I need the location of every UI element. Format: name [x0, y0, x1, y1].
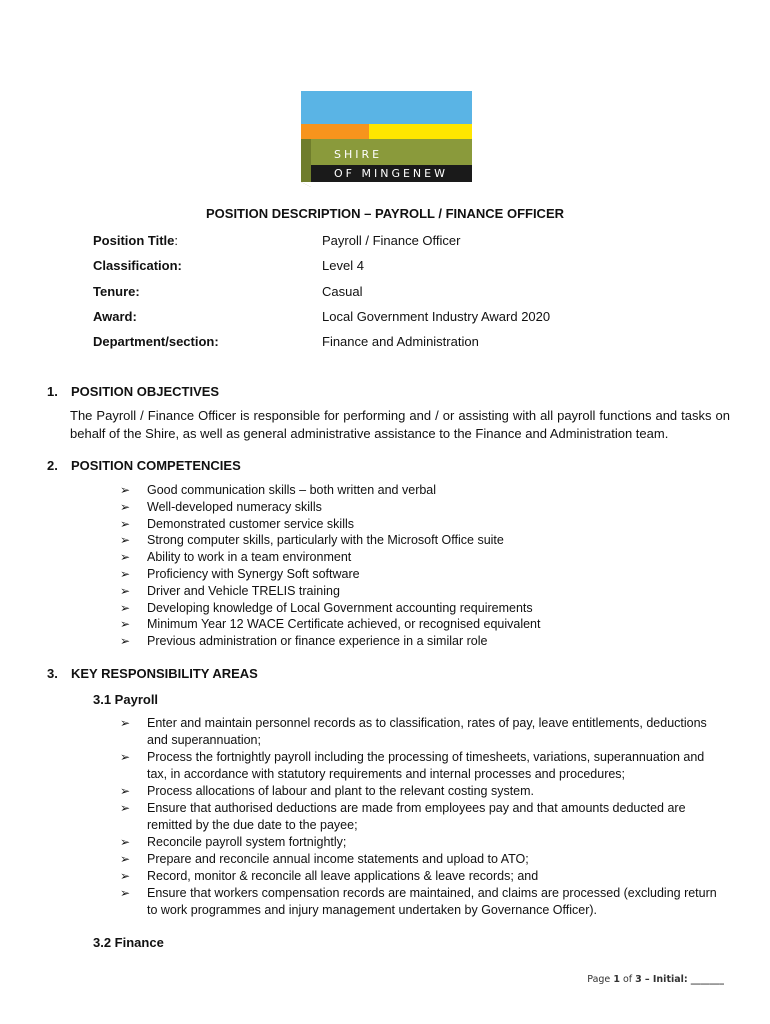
arrow-bullet-icon: ➢	[120, 499, 131, 514]
arrow-bullet-icon: ➢	[120, 516, 131, 531]
page-total: 3	[635, 974, 642, 985]
arrow-bullet-icon: ➢	[120, 566, 131, 581]
arrow-bullet-icon: ➢	[120, 886, 131, 900]
list-item: ➢ Well-developed numeracy skills	[120, 499, 322, 514]
arrow-bullet-icon: ➢	[120, 600, 131, 615]
info-label-position-title: Position Title:	[93, 233, 179, 248]
arrow-bullet-icon: ➢	[120, 550, 131, 565]
list-item: ➢ Strong computer skills, particularly with the Microsoft Office suite	[120, 533, 504, 548]
competencies-list	[120, 482, 540, 650]
section-3-number: 3.	[47, 666, 58, 681]
info-value-department: Finance and Administration	[322, 334, 479, 349]
info-label-department: Department/section:	[93, 334, 219, 349]
shire-logo	[301, 91, 472, 187]
info-value-classification: Level 4	[322, 258, 364, 273]
list-item: ➢ Enter and maintain personnel records as to classification, rates of pay, leave entitlements, deductions and superannuation;	[120, 716, 707, 747]
initial-label: – Initial:	[644, 974, 688, 985]
list-item: ➢ Ensure that authorised deductions are made from employees pay and that amounts deducted are remitted by the due date to the payee;	[120, 801, 686, 832]
list-item: ➢ Process allocations of labour and plant to the relevant costing system.	[120, 784, 535, 798]
page-footer: Page 1 of 3 – Initial: _______	[587, 974, 724, 985]
list-item: ➢ Reconcile payroll system fortnightly;	[120, 835, 347, 849]
info-value-award: Local Government Industry Award 2020	[322, 309, 551, 324]
info-label-tenure: Tenure:	[93, 284, 140, 299]
arrow-bullet-icon: ➢	[120, 533, 131, 548]
info-label-award: Award:	[93, 309, 137, 324]
document-title: POSITION DESCRIPTION – PAYROLL / FINANCE OFFICER	[205, 206, 565, 221]
section-2-heading: POSITION COMPETENCIES	[71, 458, 241, 473]
list-item: ➢ Record, monitor & reconcile all leave applications & leave records; and	[120, 869, 539, 883]
arrow-bullet-icon: ➢	[120, 784, 131, 798]
shire-of-mingenew-logo-graphic	[301, 91, 472, 187]
list-item: ➢ Developing knowledge of Local Government accounting requirements	[120, 600, 533, 615]
section-2-number: 2.	[47, 458, 58, 473]
arrow-bullet-icon: ➢	[120, 634, 131, 649]
list-item: ➢ Good communication skills – both written and verbal	[120, 483, 437, 497]
info-label-classification: Classification:	[93, 258, 182, 273]
list-item: ➢ Proficiency with Synergy Soft software	[120, 566, 360, 581]
arrow-bullet-icon: ➢	[120, 750, 131, 764]
subsection-finance-heading: 3.2 Finance	[93, 935, 164, 950]
list-item: ➢ Driver and Vehicle TRELIS training	[120, 583, 340, 598]
info-value-tenure: Casual	[322, 284, 363, 299]
section-3-heading: KEY RESPONSIBILITY AREAS	[71, 666, 258, 681]
arrow-bullet-icon: ➢	[120, 852, 131, 866]
page-number: 1	[613, 974, 620, 985]
list-item: ➢ Minimum Year 12 WACE Certificate achieved, or recognised equivalent	[120, 617, 541, 632]
arrow-bullet-icon: ➢	[120, 583, 131, 598]
logo-line-1: SHIRE	[334, 148, 383, 161]
arrow-bullet-icon: ➢	[120, 801, 131, 815]
list-item: ➢ Ensure that workers compensation records are maintained, and claims are processed (excluding return to work programmes and injury management undertaken by Governance Officer).	[120, 886, 717, 917]
list-item: ➢ Prepare and reconcile annual income statements and upload to ATO;	[120, 852, 529, 866]
list-item: ➢ Demonstrated customer service skills	[120, 516, 355, 531]
payroll-responsibilities-list	[120, 715, 720, 919]
logo-line-2: OF MINGENEW	[334, 167, 448, 180]
section-1-heading: POSITION OBJECTIVES	[71, 384, 220, 399]
arrow-bullet-icon: ➢	[120, 617, 131, 632]
initial-blank: _______	[690, 974, 724, 985]
section-1-number: 1.	[47, 384, 58, 399]
arrow-bullet-icon: ➢	[120, 869, 131, 883]
info-value-position-title: Payroll / Finance Officer	[322, 233, 461, 248]
section-1-paragraph: The Payroll / Finance Officer is responsible for performing and / or assisting with all payroll functions and tasks on behalf of the Shire, as well as general administrative assistance to the Finance and Administration team.	[70, 408, 730, 441]
list-item: ➢ Process the fortnightly payroll including the processing of timesheets, variations, superannuation and tax, in accordance with statutory requirements and internal processes and procedures;	[120, 750, 705, 781]
subsection-payroll-heading: 3.1 Payroll	[93, 692, 159, 707]
list-item: ➢ Previous administration or finance experience in a similar role	[120, 634, 488, 649]
arrow-bullet-icon: ➢	[120, 483, 131, 497]
arrow-bullet-icon: ➢	[120, 835, 131, 849]
list-item: ➢ Ability to work in a team environment	[120, 550, 352, 565]
arrow-bullet-icon: ➢	[120, 716, 131, 730]
